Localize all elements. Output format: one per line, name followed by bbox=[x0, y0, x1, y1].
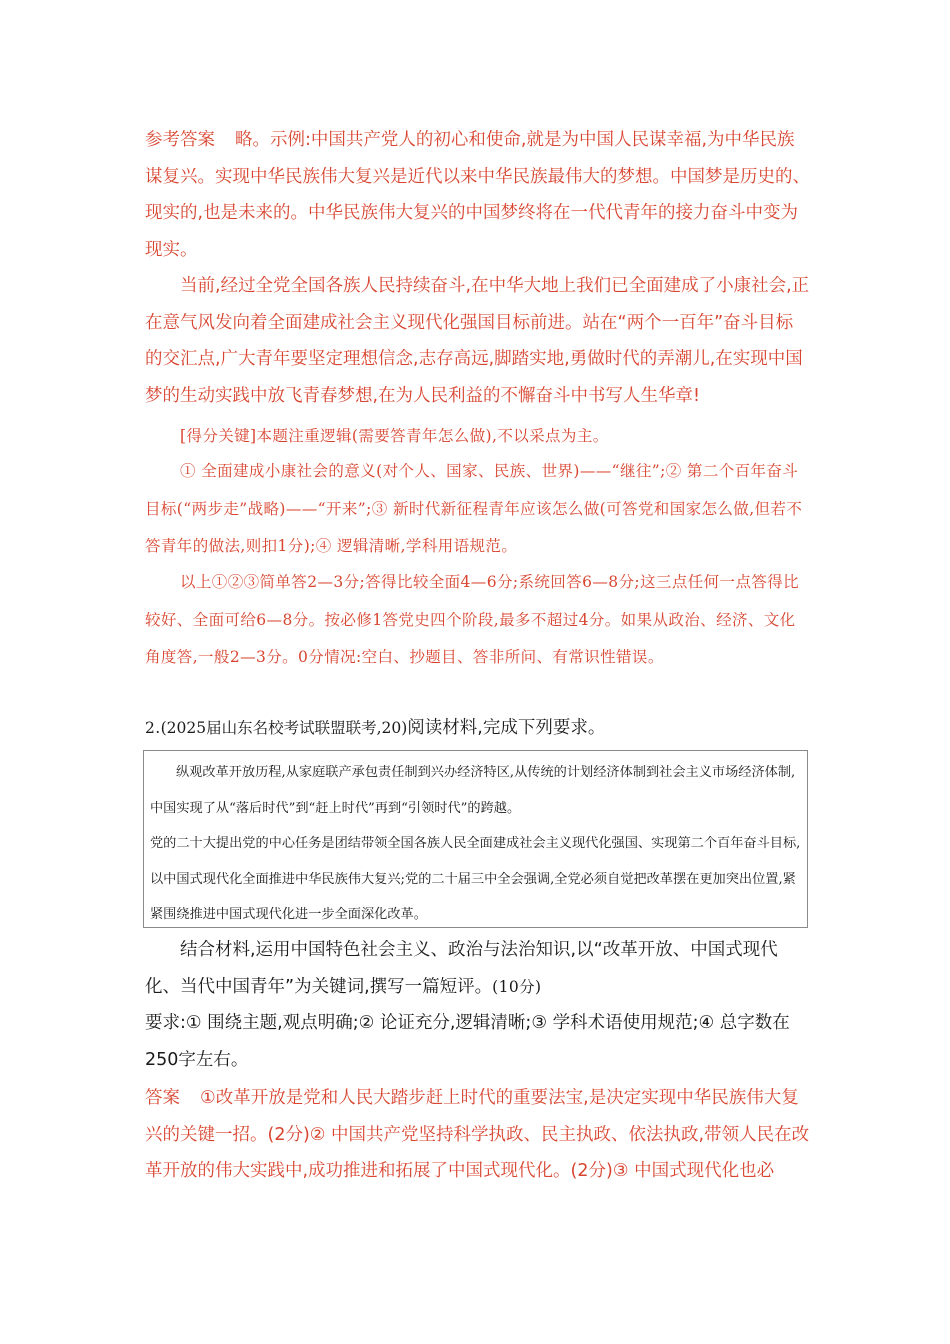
task-text: 结合材料,运用中国特色社会主义、政治与法治知识,以“改革开放、中国式现代化、当代中国青年”为关键词,撰写一篇短评。 bbox=[145, 940, 778, 997]
answer-1-para-1 bbox=[145, 122, 810, 268]
question-source: (2025届山东名校考试联盟联考,20) bbox=[160, 719, 408, 737]
scoring-points: ① 全面建成小康社会的意义(对个人、国家、民族、世界)——“继往”;② 第二个百年奋斗目标(“两步走”战略)——“开来”;③ 新时代新征程青年应该怎么做(可答党和国家怎么做,但若不答青年的做法,则扣1分);④ 逻辑清晰,学科用语规范。 bbox=[145, 462, 803, 556]
answer-1-text-1: 略。示例:中国共产党人的初心和使命,就是为中国人民谋幸福,为中华民族谋复兴。实现中华民族伟大复兴是近代以来中华民族最伟大的梦想。中国梦是历史的、现实的,也是未来的。中华民族伟大复兴的中国梦终将在一代代青年的接力奋斗中变为现实。 bbox=[145, 130, 810, 260]
question-number: 2. bbox=[145, 719, 161, 737]
answer-2 bbox=[145, 1080, 810, 1190]
question-2-requirements: 要求:① 围绕主题,观点明确;② 论证充分,逻辑清晰;③ 学科术语使用规范;④ 总字数在250字左右。 bbox=[145, 1013, 790, 1070]
question-2-task bbox=[145, 932, 810, 1006]
material-paragraph-1: 纵观改革开放历程,从家庭联产承包责任制到兴办经济特区,从传统的计划经济体制到社会主义市场经济体制,中国实现了从“落后时代”到“赶上时代”再到“引领时代”的跨越。 bbox=[150, 765, 796, 816]
material-paragraph-2: 党的二十大提出党的中心任务是团结带领全国各族人民全面建成社会主义现代化强国、实现第二个百年奋斗目标,以中国式现代化全面推进中华民族伟大复兴;党的二十届三中全会强调,全党必须自觉把改革摆在更加突出位置,紧紧围绕推进中国式现代化进一步全面深化改革。 bbox=[150, 836, 801, 922]
question-prompt: 阅读材料,完成下列要求。 bbox=[407, 718, 606, 738]
task-points: (10分) bbox=[492, 977, 542, 996]
scoring-key: [得分关键]本题注重逻辑(需要答青年怎么做),不以采点为主。 bbox=[180, 427, 609, 445]
question-2-heading bbox=[145, 710, 810, 748]
answer-label: 参考答案 bbox=[145, 130, 215, 150]
scoring-levels: 以上①②③简单答2—3分;答得比较全面4—6分;系统回答6—8分;这三点任何一点答得比较好、全面可给6—8分。按必修1答党史四个阶段,最多不超过4分。如果从政治、经济、文化角度答,一般2—3分。0分情况:空白、抄题目、答非所问、有常识性错误。 bbox=[145, 573, 800, 667]
answer-1-para-2: 当前,经过全党全国各族人民持续奋斗,在中华大地上我们已全面建成了小康社会,正在意气风发向着全面建成社会主义现代化强国目标前进。站在“两个一百年”奋斗目标的交汇点,广大青年要坚定理想信念,志存高远,脚踏实地,勇做时代的弄潮儿,在实现中国梦的生动实践中放飞青春梦想,在为人民利益的不懈奋斗中书写人生华章! bbox=[145, 276, 810, 406]
answer-2-text: ①改革开放是党和人民大踏步赶上时代的重要法宝,是决定实现中华民族伟大复兴的关键一招。(2分)② 中国共产党坚持科学执政、民主执政、依法执政,带领人民在改革开放的伟大实践中,成功推进和拓展了中国式现代化。(2分)③ 中国式现代化也必 bbox=[145, 1088, 810, 1181]
material-box bbox=[143, 750, 808, 928]
answer-2-label: 答案 bbox=[145, 1088, 180, 1108]
